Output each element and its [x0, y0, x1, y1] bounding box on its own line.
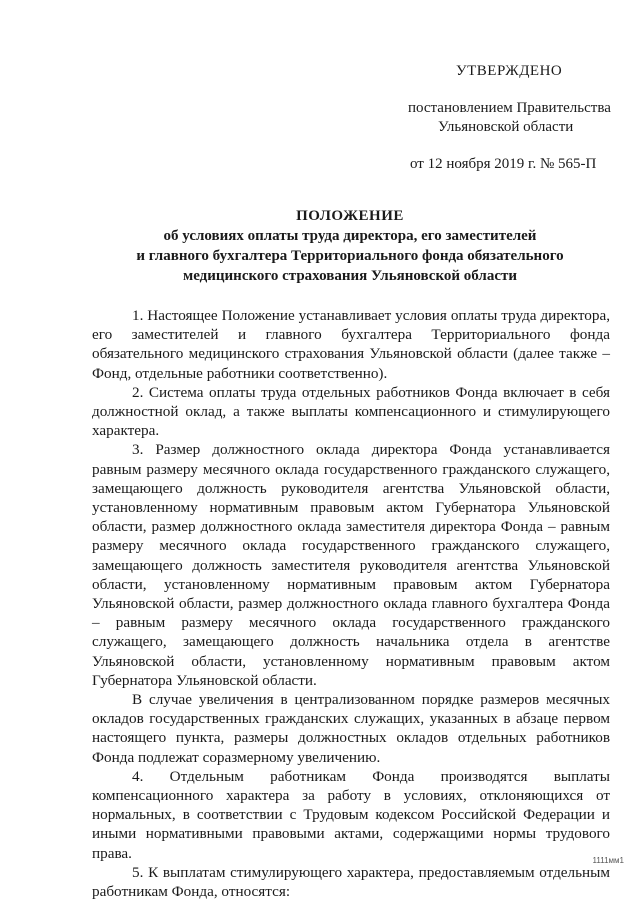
paragraph-3-continuation: В случае увеличения в централизованном порядке размеров месячных окладов государственных гражданских служащих, указанных в абзаце первом настоящего пункта, размеры должностных окладов отдельных работников Фонда подлежат соразмерному увеличению. — [92, 691, 610, 766]
paragraph-3: 3. Размер должностного оклада директора Фонда устанавливается равным размеру месячного оклада государственного гражданского служащего, замещающего должность руководителя агентства Ульяновской области, установленному нормативным правовым актом Губернатора Ульяновской области, размер должностного оклада заместителя директора Фонда – равным размеру месячного оклада государственного гражданского служащего, замещающего должность заместителя руководителя агентства Ульяновской области, установленному нормативным правовым актом Губернатора Ульяновской области, размер должностного оклада главного бухгалтера Фонда – равным размеру месячного оклада государственного гражданского служащего, замещающего должность начальника отдела в агентстве Ульяновской области, установленному нормативным правовым актом Губернатора Ульяновской области. — [92, 441, 610, 689]
title-heading: ПОЛОЖЕНИЕ — [296, 208, 404, 224]
document-title — [60, 206, 640, 286]
paragraph-5: 5. К выплатам стимулирующего характера, предоставляемым отдельным работникам Фонда, относятся: — [92, 863, 610, 901]
footer-code: 1111мм1 — [592, 856, 624, 865]
paragraph-4: 4. Отдельным работникам Фонда производятся выплаты компенсационного характера за работу в условиях, отклоняющихся от нормальных, в соответствии с Трудовым кодексом Российской Федерации и иными нормативными правовыми актами, содержащими нормы трудового права. — [92, 767, 610, 862]
document-body — [92, 306, 610, 901]
approval-line-1: постановлением Правительства — [408, 100, 611, 116]
approval-date: от 12 ноября 2019 г. № 565-П — [410, 156, 597, 172]
approved-label: УТВЕРЖДЕНО — [456, 63, 563, 79]
paragraph-1: 1. Настоящее Положение устанавливает условия оплаты труда директора, его заместителей и главного бухгалтера Территориального фонда обязательного медицинского страхования Ульяновской области (далее также – Фонд, отдельные работники соответственно). — [92, 307, 610, 382]
title-line-1: об условиях оплаты труда директора, его заместителей — [163, 228, 537, 244]
paragraph-2: 2. Система оплаты труда отдельных работников Фонда включает в себя должностной оклад, а также выплаты компенсационного и стимулирующего характера. — [92, 383, 610, 440]
title-line-3: медицинского страхования Ульяновской области — [182, 268, 518, 284]
title-line-2: и главного бухгалтера Территориального фонда обязательного — [136, 248, 564, 264]
approval-stamp — [396, 62, 626, 174]
approval-line-2: Ульяновской области — [438, 119, 574, 135]
